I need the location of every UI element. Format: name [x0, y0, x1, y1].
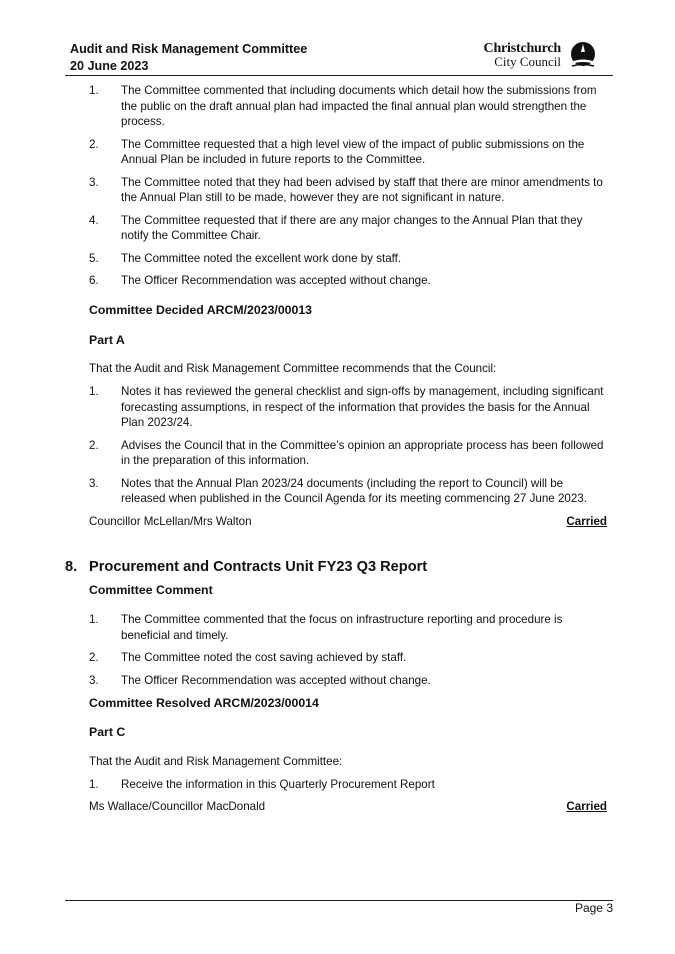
part-c-block: [89, 725, 607, 741]
resolved-items-list: [89, 777, 607, 800]
resolved-intro-block: [89, 754, 607, 770]
decision-items-list: [89, 384, 607, 514]
footer-rule: [65, 900, 613, 901]
decision-heading-block: [89, 303, 607, 319]
cathedral-emblem-icon: [567, 41, 599, 69]
resolved-intro: That the Audit and Risk Management Committee:: [89, 755, 343, 768]
list-item: 1. Receive the information in this Quarterly Procurement Report: [89, 778, 435, 791]
decision-heading: Committee Decided ARCM/2023/00013: [89, 303, 313, 317]
decision-intro-block: [89, 361, 607, 377]
section8-comments-list: [89, 612, 607, 695]
document-header: [70, 41, 307, 75]
committee-comments-list: [89, 83, 607, 296]
meeting-date: 20 June 2023: [70, 59, 149, 73]
page-number: Page 3: [574, 901, 613, 915]
logo-text-line2: City Council: [494, 54, 561, 69]
list-item: 1. The Committee commented that the focus on infrastructure reporting and procedure is beneficial and timely.: [89, 613, 563, 642]
list-item: 3. The Officer Recommendation was accepted without change.: [89, 673, 431, 687]
list-item: 1. The Committee commented that including documents which detail how the submissions from the public on the draft annual plan had impacted the final annual plan would strengthen the process.: [89, 84, 597, 128]
comment-heading-block: [89, 583, 607, 599]
part-a-block: [89, 333, 607, 349]
section-number: 8.: [65, 559, 78, 575]
section-title: [65, 560, 427, 576]
council-logo: [469, 41, 599, 69]
list-item: 3. Notes that the Annual Plan 2023/24 documents (including the report to Council) will be released when published in the Council Agenda for its meeting commencing 27 June 2023.: [89, 476, 587, 505]
committee-name: Audit and Risk Management Committee: [70, 42, 308, 56]
list-item: 1. Notes it has reviewed the general checklist and sign-offs by management, including significant forecasting assumptions, in respect of the information that provides the basis for the Annual Plan 2023/24.: [89, 385, 604, 429]
logo-text-line1: Christchurch: [483, 41, 561, 56]
header-rule: [65, 75, 613, 76]
list-item: 5. The Committee noted the excellent work done by staff.: [89, 251, 402, 265]
list-item: 3. The Committee noted that they had been advised by staff that there are minor amendments to the Annual Plan still to be made, however they are not significant in nature.: [89, 175, 603, 204]
mover-line: [89, 514, 607, 530]
mover-line: [89, 799, 607, 815]
list-item: 2. The Committee requested that a high level view of the impact of public submissions on the Annual Plan be included in future reports to the Committee.: [89, 137, 585, 166]
result-carried: Carried: [566, 515, 607, 528]
mover-names: Councillor McLellan/Mrs Walton: [89, 515, 252, 528]
part-label: Part A: [89, 333, 125, 347]
list-item: 6. The Officer Recommendation was accepted without change.: [89, 274, 431, 287]
comment-heading: Committee Comment: [89, 583, 213, 597]
list-item: 2. The Committee noted the cost saving achieved by staff.: [89, 651, 407, 664]
mover-names: Ms Wallace/Councillor MacDonald: [89, 800, 266, 813]
resolved-heading: Committee Resolved ARCM/2023/00014: [89, 696, 319, 710]
decision-intro: That the Audit and Risk Management Committee recommends that the Council:: [89, 362, 497, 375]
section-title-text: Procurement and Contracts Unit FY23 Q3 Report: [89, 559, 428, 575]
result-carried: Carried: [566, 800, 607, 813]
resolved-heading-block: [89, 696, 607, 712]
list-item: 2. Advises the Council that in the Committee’s opinion an appropriate process has been followed in the preparation of this information.: [89, 438, 604, 467]
part-label: Part C: [89, 725, 126, 739]
list-item: 4. The Committee requested that if there are any major changes to the Annual Plan that they notify the Committee Chair.: [89, 213, 583, 242]
